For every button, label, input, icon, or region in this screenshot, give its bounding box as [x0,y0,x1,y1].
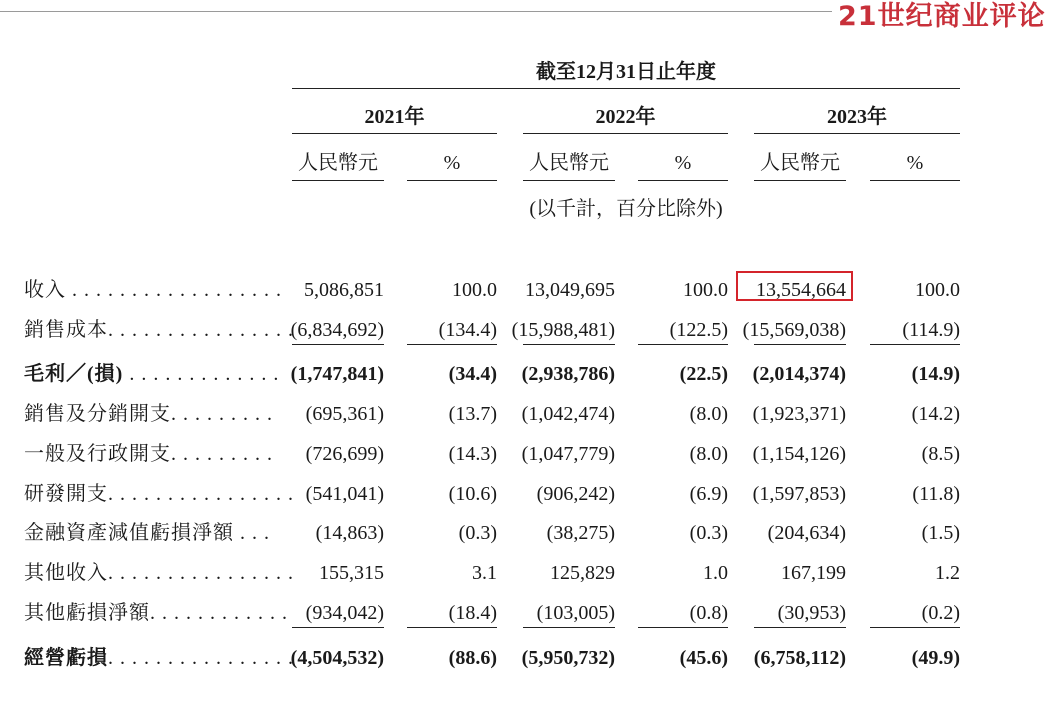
cell-general-admin-expenses-amount-2022: (1,047,779) [521,443,615,465]
cell-impairment-losses-pct-2022: (0.3) [689,522,728,544]
cell-operating-loss-pct-2021: (88.6) [448,647,497,669]
cell-other-income-amount-2021: 155,315 [319,562,384,584]
cell-selling-distribution-expenses-pct-2022: (8.0) [689,403,728,425]
cell-other-losses-pct-2023: (0.2) [921,602,960,624]
cell-selling-distribution-expenses-pct-2021: (13.7) [448,403,497,425]
period-header: 截至12月31日止年度 [536,61,716,83]
subtotal-rule-after-cost-of-sales [870,344,960,345]
cell-rd-expenses-amount-2023: (1,597,853) [752,483,846,505]
leader-dots: . . . . . . . . . . . . . . . . [108,319,294,341]
cell-revenue-pct-2022: 100.0 [683,279,728,301]
year-2021-header: 2021年 [364,106,425,128]
subtotal-rule-after-other-losses [523,627,615,628]
cell-cost-of-sales-amount-2023: (15,569,038) [742,319,846,341]
percent-label-2021: % [443,152,461,174]
cell-impairment-losses-amount-2023: (204,634) [767,522,846,544]
cell-other-income-amount-2022: 125,829 [550,562,615,584]
row-label-text: 銷售成本 [24,319,108,341]
cell-cost-of-sales-pct-2023: (114.9) [902,319,960,341]
currency-label-2023: 人民幣元 [760,152,840,174]
cell-revenue-pct-2023: 100.0 [915,279,960,301]
subtotal-rule-after-other-losses [292,627,384,628]
percent-label-2023: % [906,152,924,174]
percent-label-2022: % [674,152,692,174]
row-label-revenue [24,278,282,302]
currency-label-2021: 人民幣元 [298,152,378,174]
cell-revenue-amount-2023: 13,554,664 [756,279,846,301]
leader-dots: . . . . . . . . . [171,443,273,465]
header-rule [0,11,832,12]
currency-rule-2022 [523,180,615,181]
row-label-selling-distribution-expenses [24,402,273,426]
subtotal-rule-after-other-losses [870,627,960,628]
cell-impairment-losses-amount-2021: (14,863) [315,522,384,544]
cell-general-admin-expenses-pct-2021: (14.3) [448,443,497,465]
period-header-rule [292,88,960,89]
cell-impairment-losses-amount-2022: (38,275) [546,522,615,544]
leader-dots: . . . [234,522,270,544]
leader-dots: . . . . . . . . . [171,403,273,425]
row-label-cost-of-sales [24,318,294,342]
cell-gross-loss-pct-2023: (14.9) [911,363,960,385]
row-label-text: 其他虧損淨額 [24,602,150,624]
cell-general-admin-expenses-amount-2023: (1,154,126) [752,443,846,465]
row-label-text: 研發開支 [24,483,108,505]
highlight-box [736,271,853,301]
cell-general-admin-expenses-pct-2022: (8.0) [689,443,728,465]
cell-impairment-losses-pct-2021: (0.3) [458,522,497,544]
subtotal-rule-after-other-losses [407,627,497,628]
cell-other-income-amount-2023: 167,199 [781,562,846,584]
year-2022-rule [523,133,728,134]
cell-selling-distribution-expenses-amount-2022: (1,042,474) [521,403,615,425]
row-label-impairment-losses [24,521,270,545]
subtotal-rule-after-cost-of-sales [523,344,615,345]
subtotal-rule-after-other-losses [754,627,846,628]
year-2021-rule [292,133,497,134]
cell-cost-of-sales-amount-2022: (15,988,481) [511,319,615,341]
row-label-general-admin-expenses [24,442,273,466]
row-label-text: 毛利／(損) [24,363,124,385]
leader-dots: . . . . . . . . . . . . . . . . [108,647,294,669]
leader-dots: . . . . . . . . . . . . . [123,363,280,385]
cell-other-income-pct-2023: 1.2 [935,562,960,584]
cell-operating-loss-pct-2022: (45.6) [679,647,728,669]
cell-revenue-amount-2022: 13,049,695 [525,279,615,301]
cell-other-losses-pct-2022: (0.8) [689,602,728,624]
cell-other-losses-pct-2021: (18.4) [448,602,497,624]
row-label-text: 經營虧損 [24,647,108,669]
cell-operating-loss-amount-2022: (5,950,732) [521,647,615,669]
cell-impairment-losses-pct-2023: (1.5) [921,522,960,544]
unit-note: (以千計，百分比除外) [529,198,723,220]
cell-operating-loss-amount-2021: (4,504,532) [290,647,384,669]
cell-rd-expenses-pct-2023: (11.8) [912,483,960,505]
cell-revenue-amount-2021: 5,086,851 [304,279,384,301]
currency-rule-2023 [754,180,846,181]
percent-rule-2023 [870,180,960,181]
cell-gross-loss-amount-2021: (1,747,841) [290,363,384,385]
cell-general-admin-expenses-amount-2021: (726,699) [305,443,384,465]
cell-cost-of-sales-pct-2021: (134.4) [438,319,497,341]
row-label-text: 其他收入 [24,562,108,584]
cell-gross-loss-pct-2021: (34.4) [448,363,497,385]
cell-rd-expenses-amount-2022: (906,242) [536,483,615,505]
row-label-gross-loss [24,362,280,386]
currency-label-2022: 人民幣元 [529,152,609,174]
year-2023-rule [754,133,960,134]
cell-general-admin-expenses-pct-2023: (8.5) [921,443,960,465]
leader-dots: . . . . . . . . . . . . [150,602,288,624]
cell-cost-of-sales-pct-2022: (122.5) [669,319,728,341]
cell-selling-distribution-expenses-amount-2023: (1,923,371) [752,403,846,425]
row-label-operating-loss [24,646,294,670]
row-label-text: 一般及行政開支 [24,443,171,465]
row-label-other-income [24,561,294,585]
currency-rule-2021 [292,180,384,181]
cell-gross-loss-amount-2023: (2,014,374) [752,363,846,385]
subtotal-rule-after-cost-of-sales [407,344,497,345]
cell-gross-loss-amount-2022: (2,938,786) [521,363,615,385]
cell-other-losses-amount-2022: (103,005) [536,602,615,624]
cell-other-income-pct-2022: 1.0 [703,562,728,584]
cell-cost-of-sales-amount-2021: (6,834,692) [290,319,384,341]
subtotal-rule-after-cost-of-sales [754,344,846,345]
brand-logo-text: 21世纪商业评论 [838,1,1046,32]
cell-rd-expenses-pct-2022: (6.9) [689,483,728,505]
cell-gross-loss-pct-2022: (22.5) [679,363,728,385]
subtotal-rule-after-other-losses [638,627,728,628]
cell-rd-expenses-pct-2021: (10.6) [448,483,497,505]
row-label-other-losses [24,601,288,625]
cell-operating-loss-pct-2023: (49.9) [911,647,960,669]
cell-other-losses-amount-2023: (30,953) [777,602,846,624]
cell-selling-distribution-expenses-amount-2021: (695,361) [305,403,384,425]
percent-rule-2021 [407,180,497,181]
cell-rd-expenses-amount-2021: (541,041) [305,483,384,505]
cell-selling-distribution-expenses-pct-2023: (14.2) [911,403,960,425]
subtotal-rule-after-cost-of-sales [638,344,728,345]
leader-dots: . . . . . . . . . . . . . . . . [108,562,294,584]
row-label-rd-expenses [24,482,294,506]
cell-other-losses-amount-2021: (934,042) [305,602,384,624]
cell-operating-loss-amount-2023: (6,758,112) [753,647,846,669]
cell-other-income-pct-2021: 3.1 [472,562,497,584]
row-label-text: 收入 [24,279,66,301]
percent-rule-2022 [638,180,728,181]
row-label-text: 金融資產減值虧損淨額 [24,522,234,544]
year-2023-header: 2023年 [827,106,887,128]
leader-dots: . . . . . . . . . . . . . . . . . . [66,279,282,301]
year-2022-header: 2022年 [595,106,656,128]
cell-revenue-pct-2021: 100.0 [452,279,497,301]
leader-dots: . . . . . . . . . . . . . . . . [108,483,294,505]
subtotal-rule-after-cost-of-sales [292,344,384,345]
row-label-text: 銷售及分銷開支 [24,403,171,425]
